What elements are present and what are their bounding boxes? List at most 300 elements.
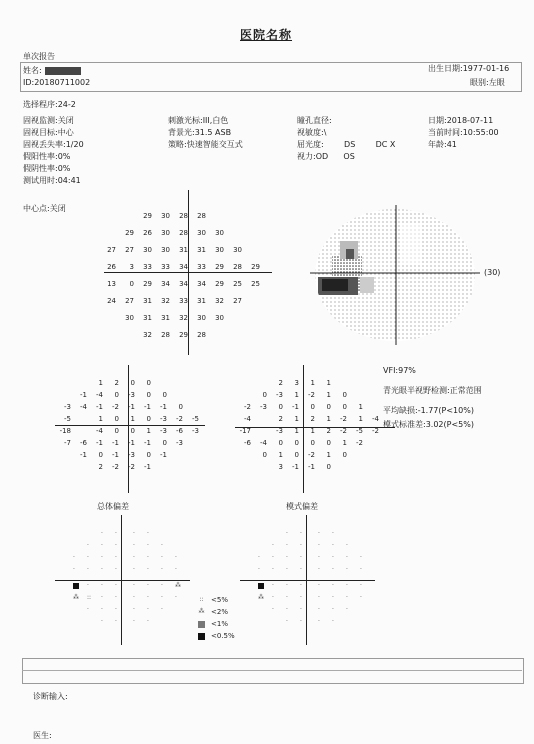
total-deviation-cell: -3 — [128, 451, 135, 459]
pattern-deviation-numeric — [235, 365, 395, 493]
total-deviation-cell: -1 — [112, 451, 119, 459]
pattern-std-deviation: 模式标准差:3.02(P<5%) — [383, 420, 474, 429]
td-prob-symbol: · — [87, 606, 89, 613]
sensitivity-cell: 32 — [215, 297, 224, 305]
tdp-y-axis — [121, 515, 122, 645]
td-prob-symbol: · — [175, 594, 177, 601]
total-deviation-cell: -2 — [176, 415, 183, 423]
sensitivity-cell: 31 — [179, 246, 188, 254]
pd-prob-symbol: · — [272, 542, 274, 549]
patient-id: ID:20180711002 — [23, 78, 91, 87]
pd-prob-symbol: · — [300, 618, 302, 625]
pattern-deviation-cell: -2 — [372, 427, 379, 435]
pattern-deviation-cell: 2 — [326, 427, 331, 435]
legend-symbol-5: :: — [199, 596, 204, 603]
pd-prob-symbol: · — [286, 606, 288, 613]
pd-prob-symbol: · — [286, 542, 288, 549]
pd-prob-symbol: · — [318, 566, 320, 573]
sensitivity-cell: 33 — [197, 263, 206, 271]
sensitivity-cell: 30 — [197, 229, 206, 237]
report-type: 单次报告 — [23, 52, 55, 61]
sensitivity-cell: 28 — [179, 229, 188, 237]
pattern-deviation-cell: 1 — [310, 427, 315, 435]
sensitivity-cell: 28 — [197, 331, 206, 339]
td-prob-symbol: · — [161, 582, 163, 589]
sensitivity-cell: 29 — [143, 280, 152, 288]
sensitivity-cell: 34 — [179, 280, 188, 288]
td-prob-symbol: · — [133, 618, 135, 625]
total-deviation-cell: -4 — [96, 427, 103, 435]
pd-prob-symbol — [258, 583, 264, 589]
total-deviation-cell: -2 — [128, 463, 135, 471]
sensitivity-cell: 27 — [233, 297, 242, 305]
td-prob-symbol: · — [101, 566, 103, 573]
diagnosis-label: 诊断输入: — [33, 692, 68, 701]
pd-prob-symbol: · — [346, 606, 348, 613]
pd-prob-symbol: · — [332, 594, 334, 601]
pd-prob-symbol: · — [346, 566, 348, 573]
td-prob-symbol: · — [147, 554, 149, 561]
pdp-x-axis — [240, 580, 375, 581]
td-prob-symbol: · — [101, 618, 103, 625]
td-prob-symbol: · — [115, 618, 117, 625]
param-vision: 视力:OD OS — [297, 152, 355, 161]
param-acuity: 视敏度:\ — [297, 128, 327, 137]
td-prob-symbol: · — [101, 582, 103, 589]
total-deviation-cell: 2 — [114, 379, 119, 387]
sensitivity-cell: 26 — [143, 229, 152, 237]
param-date: 日期:2018-07-11 — [428, 116, 494, 125]
pattern-deviation-cell: 0 — [278, 439, 283, 447]
pattern-deviation-cell: -2 — [308, 391, 315, 399]
pd-prob-symbol: · — [346, 594, 348, 601]
param-fixation-loss: 固视丢失率:1/20 — [23, 140, 84, 149]
patient-name-label: 姓名: — [23, 66, 42, 75]
legend-label: <2% — [211, 608, 228, 616]
pattern-deviation-cell: -6 — [244, 439, 251, 447]
pattern-deviation-cell: -3 — [276, 391, 283, 399]
legend-label: <5% — [211, 596, 228, 604]
total-deviation-cell: -18 — [59, 427, 71, 435]
sensitivity-cell: 31 — [197, 297, 206, 305]
td-prob-symbol: · — [161, 542, 163, 549]
total-deviation-cell: 0 — [114, 415, 119, 423]
sensitivity-cell: 33 — [179, 297, 188, 305]
param-fixation-target: 固视目标:中心 — [23, 128, 74, 137]
pattern-deviation-cell: -4 — [372, 415, 379, 423]
pd-prob-symbol: · — [360, 582, 362, 589]
total-deviation-cell: 0 — [146, 451, 151, 459]
param-pupil: 瞳孔直径: — [297, 116, 332, 125]
sensitivity-cell: 0 — [129, 280, 134, 288]
pattern-deviation-cell: 0 — [326, 439, 331, 447]
pattern-deviation-cell: -2 — [308, 451, 315, 459]
pattern-deviation-cell: 1 — [310, 379, 315, 387]
td-prob-symbol: · — [73, 554, 75, 561]
total-deviation-cell: -6 — [80, 439, 87, 447]
pd-prob-symbol: · — [300, 554, 302, 561]
pd-prob-symbol: · — [332, 618, 334, 625]
sensitivity-cell: 31 — [197, 246, 206, 254]
pattern-deviation-cell: 1 — [294, 415, 299, 423]
td-prob-symbol: · — [101, 530, 103, 537]
total-deviation-cell: 0 — [146, 391, 151, 399]
td-prob-symbol: · — [73, 566, 75, 573]
sensitivity-cell: 32 — [179, 314, 188, 322]
pd-prob-symbol: · — [300, 594, 302, 601]
legend-label: <0.5% — [211, 632, 235, 640]
sensitivity-cell: 30 — [215, 314, 224, 322]
pd-prob-symbol: · — [300, 566, 302, 573]
td-prob-symbol: · — [133, 530, 135, 537]
pd-prob-symbol: · — [300, 582, 302, 589]
pd-prob-symbol: · — [272, 554, 274, 561]
comment-box-divider — [22, 670, 522, 671]
td-prob-symbol: · — [115, 582, 117, 589]
sensitivity-cell: 24 — [107, 297, 116, 305]
total-deviation-cell: -1 — [112, 439, 119, 447]
pd-prob-symbol: · — [318, 606, 320, 613]
pd-prob-symbol: · — [332, 530, 334, 537]
pattern-deviation-cell: -1 — [292, 403, 299, 411]
sensitivity-cell: 31 — [143, 297, 152, 305]
comment-box[interactable] — [22, 658, 524, 684]
sensitivity-cell: 29 — [215, 280, 224, 288]
legend-row — [198, 606, 235, 618]
td-prob-symbol: · — [133, 594, 135, 601]
total-deviation-cell: -3 — [176, 439, 183, 447]
td-prob-symbol: · — [133, 606, 135, 613]
sensitivity-cell: 30 — [197, 314, 206, 322]
pattern-deviation-cell: -4 — [244, 415, 251, 423]
pd-prob-symbol: · — [300, 606, 302, 613]
td-x-axis — [55, 425, 205, 426]
total-deviation-cell: -4 — [96, 391, 103, 399]
pattern-deviation-cell: 2 — [310, 415, 315, 423]
pattern-deviation-cell: 0 — [342, 451, 347, 459]
total-deviation-cell: -1 — [144, 463, 151, 471]
td-prob-symbol: · — [147, 542, 149, 549]
total-deviation-cell: -1 — [80, 391, 87, 399]
sens-y-axis — [188, 190, 189, 355]
param-background: 背景光:31.5 ASB — [168, 128, 232, 137]
pattern-deviation-cell: -3 — [260, 403, 267, 411]
pd-prob-symbol: · — [318, 594, 320, 601]
pattern-deviation-cell: 1 — [326, 415, 331, 423]
param-stimulus: 刺激光标:III,白色 — [168, 116, 229, 125]
td-prob-symbol: · — [115, 554, 117, 561]
td-prob-title: 总体偏差 — [97, 502, 129, 511]
pattern-deviation-cell: 0 — [310, 439, 315, 447]
total-deviation-cell: -1 — [144, 403, 151, 411]
total-deviation-cell: 1 — [98, 379, 103, 387]
sensitivity-cell: 31 — [143, 314, 152, 322]
td-prob-symbol — [73, 583, 79, 589]
td-prob-symbol: · — [147, 594, 149, 601]
sensitivity-cell: 25 — [233, 280, 242, 288]
param-strategy: 策略:快速智能交互式 — [168, 140, 243, 149]
param-refraction: 屈光度: DS DC X — [297, 140, 396, 149]
td-prob-symbol: · — [87, 542, 89, 549]
pd-prob-symbol: · — [318, 582, 320, 589]
pattern-deviation-cell: 2 — [278, 415, 283, 423]
pattern-deviation-cell: 1 — [358, 403, 363, 411]
total-deviation-cell: -1 — [128, 403, 135, 411]
pattern-deviation-cell: 0 — [342, 391, 347, 399]
pd-prob-symbol: · — [286, 566, 288, 573]
total-deviation-cell: -7 — [64, 439, 71, 447]
td-prob-symbol: · — [115, 542, 117, 549]
total-deviation-cell: -3 — [192, 427, 199, 435]
total-deviation-cell: 0 — [162, 391, 167, 399]
sensitivity-cell: 3 — [129, 263, 134, 271]
sensitivity-cell: 29 — [179, 331, 188, 339]
sensitivity-cell: 30 — [161, 212, 170, 220]
total-deviation-cell: -1 — [80, 451, 87, 459]
sensitivity-cell: 30 — [161, 229, 170, 237]
total-deviation-cell: 0 — [130, 427, 135, 435]
total-deviation-cell: 0 — [130, 379, 135, 387]
td-prob-symbol: · — [133, 566, 135, 573]
pattern-deviation-cell: -1 — [292, 463, 299, 471]
pattern-deviation-cell: -3 — [276, 427, 283, 435]
center-point: 中心点:关闭 — [23, 204, 66, 213]
pd-prob-symbol: ⁂ — [258, 594, 264, 601]
td-prob-symbol: · — [161, 594, 163, 601]
total-deviation-numeric — [55, 365, 205, 493]
sensitivity-cell: 13 — [107, 280, 116, 288]
td-prob-symbol: · — [147, 618, 149, 625]
total-deviation-cell: 0 — [178, 403, 183, 411]
td-prob-symbol: · — [87, 554, 89, 561]
pattern-deviation-cell: 0 — [310, 403, 315, 411]
test-program: 选择程序:24-2 — [23, 100, 76, 109]
legend-symbol-05 — [198, 633, 205, 640]
total-deviation-cell: 1 — [146, 427, 151, 435]
td-prob-symbol: · — [101, 594, 103, 601]
td-prob-symbol: :: — [87, 594, 92, 601]
total-deviation-cell: 1 — [130, 415, 135, 423]
td-prob-symbol: · — [161, 554, 163, 561]
td-prob-symbol: ⁂ — [175, 582, 181, 589]
total-deviation-cell: 0 — [98, 451, 103, 459]
patient-eye: 眼别:左眼 — [470, 78, 505, 87]
pd-prob-symbol: · — [300, 530, 302, 537]
param-test-duration: 测试用时:04:41 — [23, 176, 81, 185]
pattern-deviation-cell: -4 — [260, 439, 267, 447]
sensitivity-cell: 30 — [125, 314, 134, 322]
pd-prob-symbol: · — [286, 530, 288, 537]
sensitivity-cell: 32 — [143, 331, 152, 339]
grayscale-scale-label: (30) — [484, 268, 501, 277]
total-deviation-cell: -2 — [112, 403, 119, 411]
sensitivity-cell: 28 — [197, 212, 206, 220]
total-deviation-cell: -5 — [64, 415, 71, 423]
td-prob-symbol: · — [175, 566, 177, 573]
td-prob-symbol: · — [115, 530, 117, 537]
sensitivity-cell: 27 — [107, 246, 116, 254]
td-prob-symbol: · — [147, 606, 149, 613]
sensitivity-cell: 30 — [161, 246, 170, 254]
pd-prob-symbol: · — [318, 618, 320, 625]
pd-prob-symbol: · — [272, 594, 274, 601]
total-deviation-cell: 0 — [162, 439, 167, 447]
sensitivity-cell: 30 — [215, 229, 224, 237]
pd-prob-symbol: · — [332, 566, 334, 573]
total-deviation-cell: -3 — [128, 391, 135, 399]
param-fixation-monitor: 固视监测:关闭 — [23, 116, 74, 125]
pd-prob-symbol: · — [346, 582, 348, 589]
patient-dob: 出生日期:1977-01-16 — [428, 64, 510, 73]
sensitivity-cell: 25 — [251, 280, 260, 288]
sensitivity-cell: 28 — [179, 212, 188, 220]
pattern-deviation-cell: 1 — [278, 451, 283, 459]
sensitivity-cell: 29 — [143, 212, 152, 220]
pd-prob-symbol: · — [258, 554, 260, 561]
td-prob-symbol: · — [87, 582, 89, 589]
pattern-deviation-cell: -1 — [308, 463, 315, 471]
td-prob-symbol: · — [133, 582, 135, 589]
td-prob-symbol: · — [133, 554, 135, 561]
pattern-deviation-cell: 1 — [326, 379, 331, 387]
sensitivity-cell: 33 — [161, 263, 170, 271]
legend-row — [198, 630, 235, 642]
pattern-deviation-probability — [240, 515, 375, 645]
hospital-name: 医院名称 — [240, 28, 293, 42]
pd-prob-title: 模式偏差 — [286, 502, 318, 511]
params-col-2 — [168, 116, 243, 152]
total-deviation-cell: -1 — [144, 439, 151, 447]
pattern-deviation-cell: 0 — [294, 451, 299, 459]
pd-prob-symbol: · — [258, 566, 260, 573]
pattern-deviation-cell: 0 — [342, 403, 347, 411]
params-col-4 — [428, 116, 499, 152]
td-prob-symbol: · — [175, 554, 177, 561]
total-deviation-cell: -3 — [160, 427, 167, 435]
total-deviation-cell: -2 — [112, 463, 119, 471]
params-col-1 — [23, 116, 84, 188]
total-deviation-cell: -4 — [80, 403, 87, 411]
td-prob-symbol: · — [115, 566, 117, 573]
pattern-deviation-cell: 1 — [358, 415, 363, 423]
total-deviation-cell: 0 — [114, 391, 119, 399]
doctor-label: 医生: — [33, 731, 52, 740]
pd-prob-symbol: · — [318, 530, 320, 537]
sensitivity-cell: 31 — [161, 314, 170, 322]
sensitivity-cell: 34 — [197, 280, 206, 288]
total-deviation-cell: 0 — [114, 427, 119, 435]
pd-prob-symbol: · — [360, 554, 362, 561]
pattern-deviation-cell: -17 — [239, 427, 251, 435]
total-deviation-cell: -1 — [160, 451, 167, 459]
sensitivity-cell: 29 — [251, 263, 260, 271]
pattern-deviation-cell: 1 — [294, 427, 299, 435]
pd-prob-symbol: · — [318, 554, 320, 561]
total-deviation-cell: -3 — [160, 415, 167, 423]
sensitivity-plot — [98, 190, 278, 355]
td-prob-symbol: · — [101, 606, 103, 613]
sensitivity-cell: 27 — [125, 246, 134, 254]
legend-symbol-2: ⁂ — [198, 608, 205, 615]
td-prob-symbol: · — [147, 566, 149, 573]
sensitivity-cell: 34 — [179, 263, 188, 271]
pd-prob-symbol: · — [332, 542, 334, 549]
td-prob-symbol: · — [161, 606, 163, 613]
pd-prob-symbol: · — [332, 582, 334, 589]
total-deviation-cell: -1 — [128, 439, 135, 447]
param-false-positive: 假阳性率:0% — [23, 152, 71, 161]
grayscale-map — [310, 205, 480, 345]
pattern-deviation-cell: 1 — [326, 451, 331, 459]
pattern-deviation-cell: 1 — [342, 439, 347, 447]
pattern-deviation-cell: -2 — [356, 439, 363, 447]
pattern-deviation-cell: -2 — [340, 415, 347, 423]
total-deviation-cell: -1 — [96, 439, 103, 447]
pd-prob-symbol: · — [300, 542, 302, 549]
total-deviation-cell: -6 — [176, 427, 183, 435]
sensitivity-cell: 34 — [161, 280, 170, 288]
pd-prob-symbol: · — [286, 582, 288, 589]
pd-prob-symbol: · — [346, 554, 348, 561]
param-age: 年龄:41 — [428, 140, 457, 149]
pattern-deviation-cell: 0 — [294, 439, 299, 447]
pattern-deviation-cell: 2 — [278, 379, 283, 387]
td-prob-symbol: · — [101, 554, 103, 561]
param-time: 当前时间:10:55:00 — [428, 128, 499, 137]
pattern-deviation-cell: 0 — [262, 391, 267, 399]
sensitivity-cell: 28 — [233, 263, 242, 271]
probability-legend — [198, 594, 235, 642]
pd-prob-symbol: · — [286, 618, 288, 625]
pd-prob-symbol: · — [272, 582, 274, 589]
sensitivity-cell: 30 — [215, 246, 224, 254]
sensitivity-cell: 28 — [161, 331, 170, 339]
params-col-3 — [297, 116, 395, 164]
pd-prob-symbol: · — [286, 554, 288, 561]
pd-prob-symbol: · — [318, 542, 320, 549]
legend-row — [198, 618, 235, 630]
sensitivity-cell: 29 — [215, 263, 224, 271]
pattern-deviation-cell: 1 — [294, 391, 299, 399]
pattern-deviation-cell: 0 — [262, 451, 267, 459]
pattern-deviation-cell: 0 — [278, 403, 283, 411]
total-deviation-cell: 0 — [146, 379, 151, 387]
pattern-deviation-cell: 0 — [326, 463, 331, 471]
ght-result: 青光眼半视野检测:正常范围 — [383, 386, 482, 395]
param-false-negative: 假阴性率:0% — [23, 164, 71, 173]
pd-prob-symbol: · — [286, 594, 288, 601]
total-deviation-cell: -1 — [96, 403, 103, 411]
td-prob-symbol: · — [101, 542, 103, 549]
td-prob-symbol: · — [115, 606, 117, 613]
total-deviation-cell: -3 — [64, 403, 71, 411]
sensitivity-cell: 29 — [125, 229, 134, 237]
vfi-index: VFI:97% — [383, 366, 416, 375]
pattern-deviation-cell: -2 — [340, 427, 347, 435]
mean-deviation: 平均缺损:-1.77(P<10%) — [383, 406, 474, 415]
sensitivity-cell: 30 — [233, 246, 242, 254]
sensitivity-cell: 30 — [143, 246, 152, 254]
pattern-deviation-cell: -5 — [356, 427, 363, 435]
redacted-name — [45, 67, 81, 75]
td-prob-symbol: ⁂ — [73, 594, 79, 601]
pd-prob-symbol: · — [332, 554, 334, 561]
td-prob-symbol: · — [161, 566, 163, 573]
pattern-deviation-cell: -2 — [244, 403, 251, 411]
sensitivity-cell: 26 — [107, 263, 116, 271]
pd-prob-symbol: · — [332, 606, 334, 613]
td-prob-symbol: · — [87, 566, 89, 573]
